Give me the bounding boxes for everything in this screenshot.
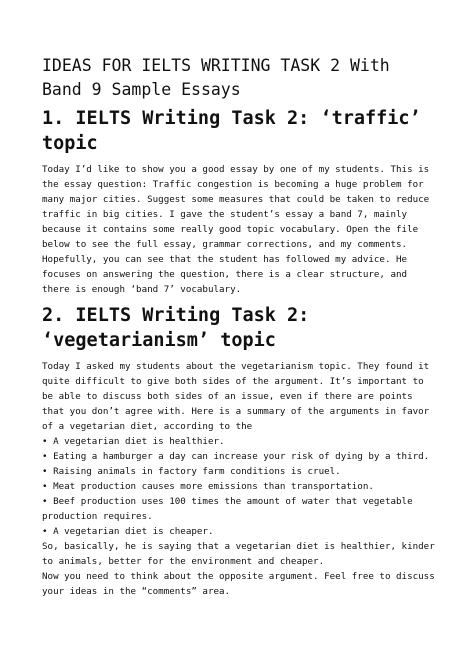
traffic-followup-paragraph: Hopefully, you can see that the student has followed my advice. He focuses on answering the question, there is a clear structure, and there is enough ‘band 7’ vocabulary. xyxy=(42,254,408,295)
vegetarianism-summary-paragraph: So, basically, he is saying that a vegetarian diet is healthier, kinder to animals, better for the environment and cheaper. xyxy=(42,541,435,567)
section-heading-traffic: 1. IELTS Writing Task 2: ‘traffic’ topic xyxy=(42,108,421,154)
list-item: • Beef production uses 100 times the amount of water that vegetable production requires. xyxy=(42,496,413,522)
list-item: • Meat production causes more emissions than transportation. xyxy=(42,481,374,492)
arguments-list xyxy=(42,434,438,539)
list-item: • Eating a hamburger a day can increase your risk of dying by a third. xyxy=(42,451,430,462)
section-heading-vegetarianism: 2. IELTS Writing Task 2: ‘vegetarianism’ topic xyxy=(42,305,310,351)
list-item: • A vegetarian diet is cheaper. xyxy=(42,526,214,537)
list-item: • Raising animals in factory farm conditions is cruel. xyxy=(42,466,341,477)
vegetarianism-intro-paragraph: Today I asked my students about the vegetarianism topic. They found it quite difficult to give both sides of the argument. It’s important to be able to discuss both sides of an issue, even if there are points that you don’t agree with. Here is a summary of the arguments in favor of a vegetarian diet, according to the xyxy=(42,361,430,432)
traffic-intro-paragraph: Today I’d like to show you a good essay by one of my students. This is the essay question: Traffic congestion is becoming a huge problem for many major cities. Suggest some measures that could be taken to reduce traffic in big cities. I gave the student’s essay a band 7, mainly because it contains some really good topic vocabulary. Open the file below to see the full essay, grammar corrections, and my comments. xyxy=(42,164,430,250)
vegetarianism-closing-paragraph: Now you need to think about the opposite argument. Feel free to discuss your ideas in the “comments” area. xyxy=(42,571,435,597)
document-title: IDEAS FOR IELTS WRITING TASK 2 With Band 9 Sample Essays xyxy=(42,56,390,99)
list-item: • A vegetarian diet is healthier. xyxy=(42,436,225,447)
